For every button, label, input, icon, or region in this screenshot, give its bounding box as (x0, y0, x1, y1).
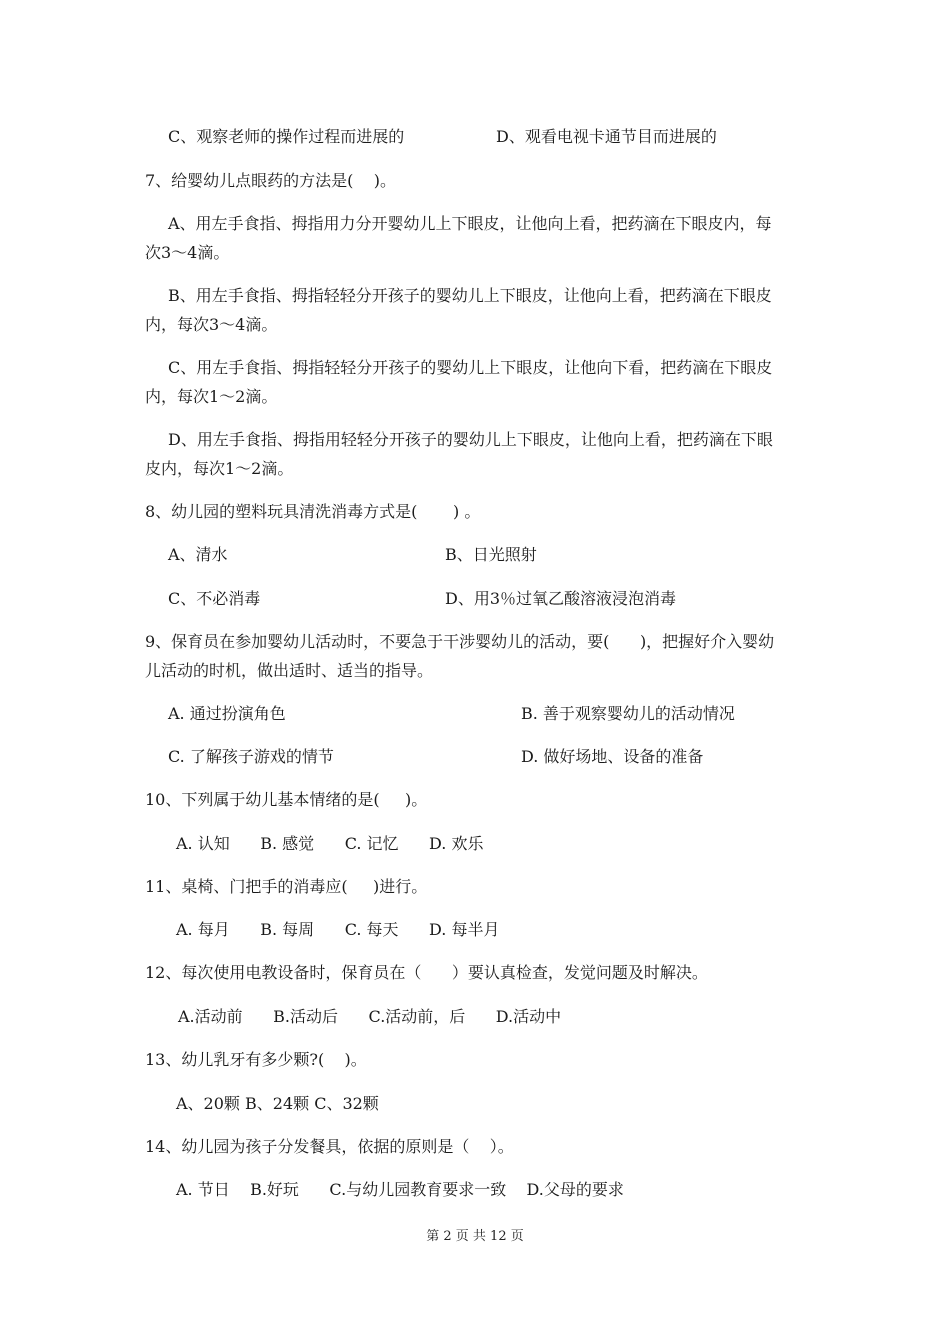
q13-question: 13、幼儿乳牙有多少颗?( )。 (145, 1050, 367, 1069)
q8-option-a: A、清水 (168, 545, 228, 564)
q7-option-c: C、用左手食指、拇指轻轻分开孩子的婴幼儿上下眼皮，让他向下看，把药滴在下眼皮 (168, 358, 773, 377)
q7-option-a: A、用左手食指、拇指用力分开婴幼儿上下眼皮，让他向上看，把药滴在下眼皮内，每 (168, 214, 772, 233)
q8-question: 8、幼儿园的塑料玩具清洗消毒方式是( ) 。 (145, 502, 481, 521)
q7-option-d: D、用左手食指、拇指用轻轻分开孩子的婴幼儿上下眼皮，让他向上看，把药滴在下眼 (168, 430, 773, 449)
q7-option-d-cont: 皮内，每次1～2滴。 (145, 459, 294, 478)
q11-options: A. 每月 B. 每周 C. 每天 D. 每半月 (176, 920, 500, 939)
q8-option-b: B、日光照射 (445, 545, 537, 564)
q10-question: 10、下列属于幼儿基本情绪的是( )。 (145, 790, 428, 809)
q11-question: 11、桌椅、门把手的消毒应( )进行。 (145, 877, 428, 896)
q14-options: A. 节日 B.好玩 C.与幼儿园教育要求一致 D.父母的要求 (176, 1180, 624, 1199)
q8-option-d: D、用3％过氧乙酸溶液浸泡消毒 (445, 589, 677, 608)
q10-options: A. 认知 B. 感觉 C. 记忆 D. 欢乐 (176, 834, 484, 853)
q7-question: 7、给婴幼儿点眼药的方法是( )。 (145, 171, 397, 190)
q12-question: 12、每次使用电教设备时，保育员在（ ）要认真检查，发觉问题及时解决。 (145, 963, 708, 982)
page-footer: 第 2 页 共 12 页 (426, 1229, 524, 1244)
q14-question: 14、幼儿园为孩子分发餐具，依据的原则是（ ）。 (145, 1137, 514, 1156)
q9-question-cont: 儿活动的时机，做出适时、适当的指导。 (145, 661, 434, 680)
q9-option-c: C. 了解孩子游戏的情节 (168, 747, 334, 766)
q9-option-a: A. 通过扮演角色 (168, 704, 286, 723)
q13-options: A、20颗 B、24颗 C、32颗 (176, 1094, 379, 1113)
q7-option-c-cont: 内，每次1～2滴。 (145, 387, 278, 406)
q6-option-d: D、观看电视卡通节目而进展的 (496, 127, 717, 146)
q9-option-d: D. 做好场地、设备的准备 (521, 747, 704, 766)
q9-question: 9、保育员在参加婴幼儿活动时，不要急于干涉婴幼儿的活动，要( )，把握好介入婴幼 (145, 632, 775, 651)
q6-option-c: C、观察老师的操作过程而进展的 (168, 127, 405, 146)
q12-options: A.活动前 B.活动后 C.活动前，后 D.活动中 (178, 1007, 562, 1026)
q7-option-b: B、用左手食指、拇指轻轻分开孩子的婴幼儿上下眼皮，让他向上看，把药滴在下眼皮 (168, 286, 772, 305)
q7-option-a-cont: 次3～4滴。 (145, 243, 230, 262)
q7-option-b-cont: 内，每次3～4滴。 (145, 315, 278, 334)
q8-option-c: C、不必消毒 (168, 589, 261, 608)
q9-option-b: B. 善于观察婴幼儿的活动情况 (521, 704, 735, 723)
